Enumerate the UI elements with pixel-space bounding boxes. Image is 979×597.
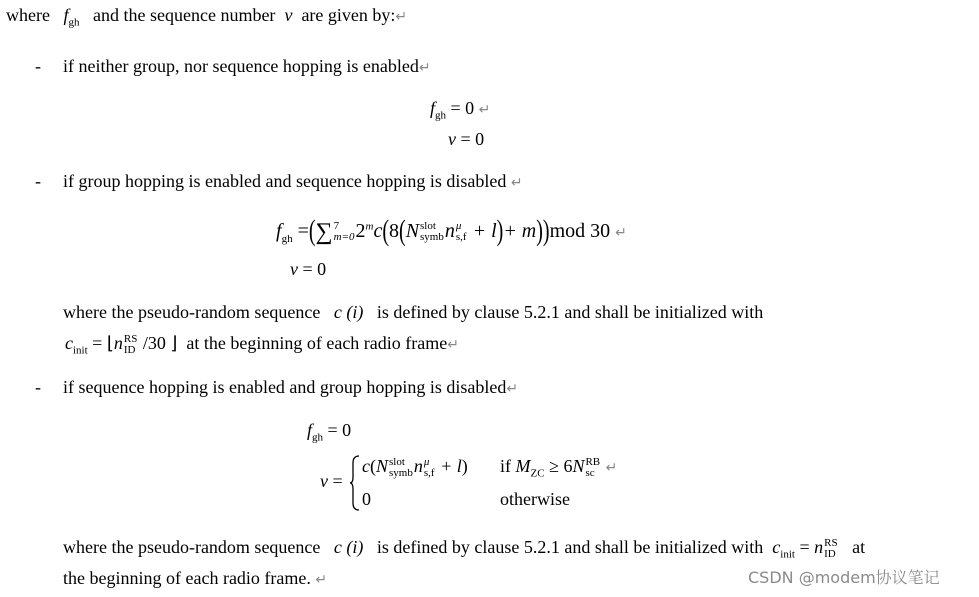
text: at bbox=[852, 537, 866, 557]
id: ID bbox=[123, 343, 136, 356]
N: N bbox=[376, 456, 389, 476]
eq-v-cases bbox=[320, 471, 343, 491]
sub: gh bbox=[68, 16, 80, 29]
text: where the pseudo-random sequence bbox=[63, 537, 321, 557]
sf: s,f bbox=[423, 466, 435, 479]
if: if bbox=[500, 456, 511, 476]
symb: symb bbox=[420, 231, 444, 244]
f-symbol: f bbox=[63, 5, 69, 25]
n: n bbox=[413, 456, 423, 476]
sum-top: 7 bbox=[333, 220, 340, 233]
c: c bbox=[362, 456, 370, 476]
v: v bbox=[290, 259, 298, 279]
case-row-1: c(N slot symb n μ s,f + l) bbox=[362, 455, 468, 479]
n: n bbox=[444, 220, 455, 242]
text: is defined by clause 5.2.1 and shall be initialized with bbox=[376, 302, 764, 322]
sub: gh bbox=[281, 233, 293, 245]
M: M bbox=[515, 456, 531, 476]
bullet: - bbox=[35, 171, 41, 191]
sum-bot: m=0 bbox=[333, 231, 355, 244]
id: ID bbox=[824, 547, 836, 560]
case-2 bbox=[63, 171, 523, 194]
f: f bbox=[307, 420, 313, 440]
v: v bbox=[320, 471, 328, 491]
v: v bbox=[448, 129, 456, 149]
return-icon: ↵ bbox=[395, 10, 408, 25]
sub: gh bbox=[312, 431, 324, 444]
eq: = 0 bbox=[450, 98, 475, 118]
para-1 bbox=[63, 302, 763, 322]
case-label: if sequence hopping is enabled and group hopping is disabled bbox=[63, 377, 507, 397]
bullet: - bbox=[35, 56, 41, 76]
slot: slot bbox=[420, 220, 436, 233]
eq: = bbox=[332, 471, 343, 491]
text: at the beginning of each radio frame bbox=[186, 333, 448, 353]
return-icon: ↵ bbox=[478, 103, 491, 118]
eq-v-0 bbox=[290, 259, 326, 279]
c: c bbox=[65, 333, 73, 353]
para-1-cont: $c_{init}$ = ⌊n RS ID /30 ⌋ at the beginning of each radio frame↵ bbox=[65, 332, 459, 357]
case-1 bbox=[63, 56, 431, 79]
para-2: where the pseudo-random sequence c (i) is defined by clause 5.2.1 and shall be initialized with $c_{init} = n$ RS ID at bbox=[63, 536, 866, 561]
sub: init bbox=[780, 548, 795, 561]
text: where bbox=[6, 5, 50, 25]
sub: init bbox=[73, 344, 88, 357]
rs: RS bbox=[824, 536, 838, 549]
f: f bbox=[276, 220, 282, 242]
plus-m: + m bbox=[503, 220, 537, 242]
two: 2 bbox=[355, 220, 366, 242]
return-icon: ↵ bbox=[605, 461, 618, 476]
otherwise: otherwise bbox=[500, 489, 570, 509]
c-i: c (i) bbox=[333, 537, 364, 557]
eq-fgh-sum: $f_{gh}$ =(∑ 7 m=0 2$^m$c(8(N slot symb n μ s,f + l)+ m))mod 30 ↵ bbox=[276, 214, 627, 248]
return-icon: ↵ bbox=[510, 176, 523, 191]
plus-l: + l bbox=[440, 456, 462, 476]
text: where the pseudo-random sequence bbox=[63, 302, 321, 322]
symb: symb bbox=[389, 466, 413, 479]
slot: slot bbox=[389, 455, 405, 468]
eq: = 0 bbox=[302, 259, 327, 279]
c: c bbox=[373, 220, 383, 242]
text: are given by: bbox=[301, 5, 396, 25]
text: is defined by clause 5.2.1 and shall be initialized with bbox=[376, 537, 764, 557]
n: n bbox=[113, 333, 123, 353]
text: the beginning of each radio frame. bbox=[63, 568, 311, 588]
sf: s,f bbox=[455, 231, 467, 244]
rs: RS bbox=[123, 332, 138, 345]
brace bbox=[349, 455, 361, 511]
ge6: ≥ 6 bbox=[549, 456, 573, 476]
case-label: if group hopping is enabled and sequence hopping is disabled bbox=[63, 171, 507, 191]
eq: = 0 bbox=[460, 129, 485, 149]
sc: sc bbox=[585, 466, 595, 479]
div30: /30 bbox=[142, 333, 166, 353]
return-icon: ↵ bbox=[447, 338, 459, 353]
N: N bbox=[572, 456, 585, 476]
v-symbol: v bbox=[284, 5, 293, 25]
return-icon: ↵ bbox=[506, 382, 519, 397]
intro-line bbox=[6, 5, 407, 28]
bullet: - bbox=[35, 377, 41, 397]
eq: = bbox=[297, 220, 309, 242]
eq: = 0 bbox=[327, 420, 352, 440]
return-icon: ↵ bbox=[418, 61, 431, 76]
sum-sign: ∑ bbox=[315, 219, 333, 245]
return-icon: ↵ bbox=[315, 573, 328, 588]
watermark: CSDN @modem协议笔记 bbox=[748, 568, 940, 587]
case-label: if neither group, nor sequence hopping is enabled bbox=[63, 56, 419, 76]
case-3 bbox=[63, 377, 518, 400]
eq-fgh-0 bbox=[430, 98, 490, 121]
rb: RB bbox=[585, 455, 601, 468]
case-row-2: 0 bbox=[362, 489, 371, 509]
zc: ZC bbox=[530, 467, 545, 480]
eq-v-0 bbox=[448, 129, 484, 149]
text: and the sequence number bbox=[93, 5, 276, 25]
f: f bbox=[430, 98, 436, 118]
mu: μ bbox=[423, 455, 430, 468]
eq-fgh-0 bbox=[307, 420, 352, 444]
sub: gh bbox=[435, 109, 447, 122]
return-icon: ↵ bbox=[615, 226, 627, 241]
case-cond bbox=[500, 456, 617, 479]
mod: mod 30 bbox=[549, 220, 611, 242]
para-2-cont bbox=[63, 568, 327, 591]
mu: μ bbox=[455, 220, 462, 233]
eight: 8 bbox=[389, 220, 400, 242]
c: c bbox=[772, 537, 781, 557]
n: n bbox=[814, 537, 824, 557]
c-i: c (i) bbox=[333, 302, 364, 322]
plus-l: + l bbox=[472, 220, 497, 242]
N: N bbox=[405, 220, 420, 242]
m: m bbox=[365, 220, 374, 233]
